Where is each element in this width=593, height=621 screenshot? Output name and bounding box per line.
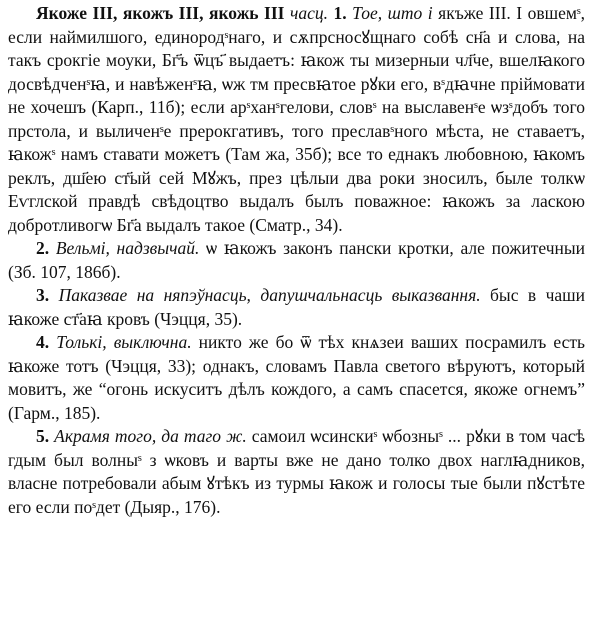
sense-5-gloss: Акрамя того, да таго ж. bbox=[54, 426, 247, 446]
sense-4-number: 4. bbox=[36, 332, 50, 352]
part-of-speech: часц. bbox=[290, 3, 329, 23]
entry-headword: Якоже ІІІ, якожъ ІІІ, якожь ІІІ bbox=[36, 3, 285, 23]
sense-4-gloss: Толькі, выключна. bbox=[56, 332, 192, 352]
sense-4-paragraph bbox=[8, 331, 585, 425]
sense-5-text: самоил ѡсинскиˢ ѡбозныˢ ... рꙋки в том часѣ гдым был волныˢ з ѡковъ и варты вже не дано толко двох наглꙗдников, власне потребовали абым ꙋтѣкъ из турмы ꙗкож и голосы тые были пꙋстѣте его если поˢдет (Дыяр., 176). bbox=[8, 426, 585, 517]
sense-2-text: ѡ ꙗкожъ законъ пански кротки, але пожитечныи (Зб. 107, 186б). bbox=[8, 238, 585, 282]
sense-3-gloss: Паказвае на няпэўнасць, дапушчальнасць выказвання. bbox=[58, 285, 481, 305]
sense-3-text: быс в чаши ꙗкоже ст҃аꙗ кровъ (Чэцця, 35). bbox=[8, 285, 585, 329]
sense-3-paragraph bbox=[8, 284, 585, 331]
sense-5-paragraph bbox=[8, 425, 585, 519]
sense-1-text: якъже ІІІ. І овшемˢ, если наймилшого, единородˢнаго, и сѫпрсносꙋщнаго собѣ сн҃а и слова, на такъ срокгіе моуки, Бг҃ъ ѿцъ҃ выдаетъ: ꙗкож ты мизерныи чл҃че, вшелꙗкого досвѣдченˢꙗ, и навѣженˢꙗ, ѡж тм пресвꙗтое рꙋки его, вˢдꙗчне пріймовати не хочешъ (Карп., 11б); если арˢханˢгелови, словˢ на выславенˢе ѡзˢдобъ того прстола, и выличенˢе прерокгативъ, того преславˢного мѣста, не ставаетъ, ꙗкожˢ намъ ставати можетъ (Там жа, 35б); все то еднакъ любовною, ꙗкомъ реклъ, дш҃ею ст҃ый сей Мꙋжъ, през цѣлыи два роки зносилъ, быле толкѡ Еѵглской правдѣ свѣдоцтво выдалъ былъ поважное: ꙗкожъ за ласкою добротливогѡ Бг҃а выдалъ такое (Сматр., 34). bbox=[8, 3, 586, 235]
sense-2-paragraph bbox=[8, 237, 585, 284]
sense-4-text: никто же бо ѿ тѣх кнѧзеи ваших посрамилъ есть ꙗкоже тотъ (Чэцця, 33); однакъ, словамъ Павла светого вѣруютъ, который мовитъ, же “огонь искуситъ дѣлъ кождого, а самъ спасется, якоже огнемъ” (Гарм., 185). bbox=[8, 332, 585, 423]
sense-2-gloss: Вельмі, надзвычай. bbox=[55, 238, 200, 258]
sense-1-gloss: Тое, што і bbox=[352, 3, 433, 23]
sense-1-number: 1. bbox=[333, 3, 347, 23]
sense-2-number: 2. bbox=[36, 238, 50, 258]
sense-1-paragraph bbox=[8, 2, 585, 237]
sense-5-number: 5. bbox=[36, 426, 50, 446]
sense-3-number: 3. bbox=[36, 285, 50, 305]
